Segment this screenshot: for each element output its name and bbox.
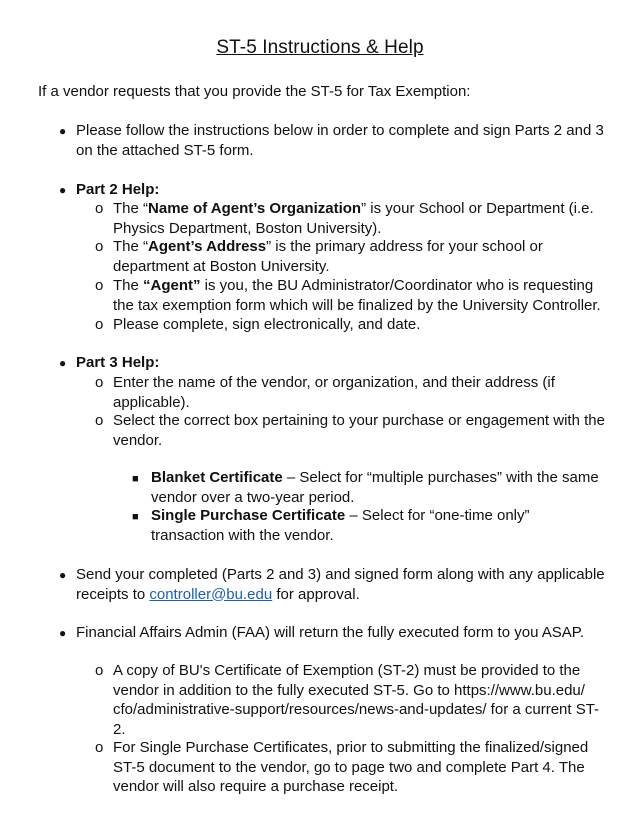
circle-bullet-icon: o bbox=[95, 200, 104, 217]
part2-heading: Part 2 Help: bbox=[76, 181, 160, 198]
faa-single-purchase-note: For Single Purchase Certificates, prior to submitting the finalized/signed ST-5 document to the vendor, go to page two and complete Part 4. The vendor will also require a purchase receipt. bbox=[113, 739, 589, 795]
bullet-icon: ● bbox=[59, 183, 67, 197]
part3-single-certificate: Single Purchase Certificate – Select for “one-time only” transaction with the vendor. bbox=[151, 507, 530, 544]
bullet-icon: ● bbox=[59, 568, 67, 582]
page-title: ST-5 Instructions & Help bbox=[216, 37, 424, 58]
faa-text: Financial Affairs Admin (FAA) will return the fully executed form to you ASAP. bbox=[76, 624, 585, 641]
part3-heading: Part 3 Help: bbox=[76, 354, 160, 371]
part2-item-org: The “Name of Agent’s Organization” is your School or Department (i.e. Physics Department, Boston University). bbox=[113, 200, 594, 237]
circle-bullet-icon: o bbox=[95, 739, 104, 756]
circle-bullet-icon: o bbox=[95, 316, 104, 333]
part3-blanket-certificate: Blanket Certificate – Select for “multiple purchases” with the same vendor over a two-year period. bbox=[151, 469, 599, 506]
bullet-icon: ● bbox=[59, 626, 67, 640]
part2-item-sign: Please complete, sign electronically, and date. bbox=[113, 316, 421, 333]
part3-item-select: Select the correct box pertaining to your purchase or engagement with the vendor. bbox=[113, 412, 605, 449]
circle-bullet-icon: o bbox=[95, 238, 104, 255]
circle-bullet-icon: o bbox=[95, 412, 104, 429]
circle-bullet-icon: o bbox=[95, 374, 104, 391]
part3-item-vendor: Enter the name of the vendor, or organization, and their address (if applicable). bbox=[113, 374, 555, 411]
intro-text: If a vendor requests that you provide the ST-5 for Tax Exemption: bbox=[38, 83, 471, 100]
send-instructions: Send your completed (Parts 2 and 3) and signed form along with any applicable receipts to controller@bu.edu for approval. bbox=[76, 566, 605, 603]
instructions-bullet: Please follow the instructions below in order to complete and sign Parts 2 and 3 on the attached ST-5 form. bbox=[76, 122, 604, 159]
square-bullet-icon: ■ bbox=[132, 473, 139, 485]
bullet-icon: ● bbox=[59, 124, 67, 138]
part2-item-address: The “Agent’s Address” is the primary address for your school or department at Boston University. bbox=[113, 238, 543, 275]
bullet-icon: ● bbox=[59, 356, 67, 370]
circle-bullet-icon: o bbox=[95, 662, 104, 679]
faa-st2-note: A copy of BU's Certificate of Exemption (ST-2) must be provided to the vendor in addition to the fully executed ST-5. Go to https://www.bu.edu/ cfo/administrative-support/resources/news-and-updates/ for a current ST-2. bbox=[113, 662, 600, 738]
circle-bullet-icon: o bbox=[95, 277, 104, 294]
part2-item-agent: The “Agent” is you, the BU Administrator/Coordinator who is requesting the tax exemption form which will be finalized by the University Controller. bbox=[113, 277, 601, 314]
square-bullet-icon: ■ bbox=[132, 511, 139, 523]
controller-email-link[interactable]: controller@bu.edu bbox=[149, 585, 273, 603]
